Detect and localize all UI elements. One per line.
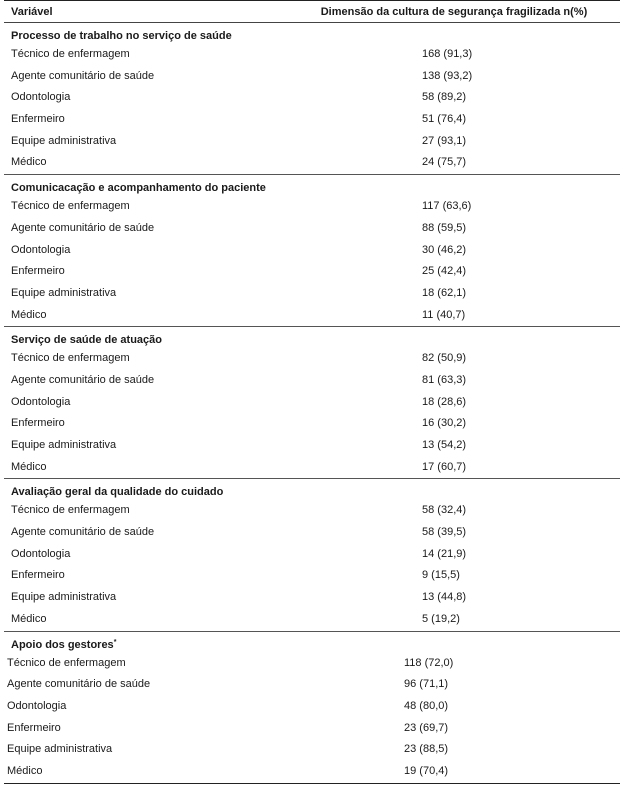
row-value: 11 (40,7) (422, 308, 466, 321)
row-value: 58 (39,5) (422, 526, 467, 539)
table-row (4, 109, 620, 131)
row-label: Médico (7, 764, 43, 777)
table-row (4, 544, 620, 566)
table-body (4, 23, 620, 784)
section-title (4, 175, 620, 196)
table-section (4, 175, 620, 327)
section-title (4, 632, 620, 653)
table-row (4, 392, 620, 414)
table-header (4, 1, 620, 23)
data-table (4, 0, 620, 784)
row-label: Equipe administrativa (11, 439, 117, 451)
row-value: 23 (88,5) (404, 743, 449, 756)
row-label: Técnico de enfermagem (11, 504, 130, 517)
row-label: Agente comunitário de saúde (11, 373, 155, 386)
row-value: 118 (72,0) (404, 656, 454, 669)
row-label: Agente comunitário de saúde (11, 69, 155, 82)
row-value: 14 (21,9) (422, 547, 467, 560)
row-value: 5 (19,2) (422, 612, 460, 625)
section-title (4, 479, 620, 500)
header-variable: Variável (11, 5, 53, 18)
row-value: 13 (44,8) (422, 591, 467, 604)
row-value: 24 (75,7) (422, 156, 467, 169)
table-row (4, 283, 620, 305)
row-label: Odontologia (11, 547, 71, 560)
table-row (4, 44, 620, 66)
row-label: Odontologia (11, 243, 71, 256)
table-row (4, 457, 620, 479)
row-label: Enfermeiro (11, 417, 65, 430)
table-row (4, 348, 620, 370)
table-row (4, 609, 620, 631)
footnote-marker: * (113, 638, 117, 646)
row-value: 25 (42,4) (422, 265, 467, 278)
table-row (4, 565, 620, 587)
section-title-text: Apoio dos gestores (11, 638, 114, 651)
section-title-text: Processo de trabalho no serviço de saúde (11, 30, 232, 42)
row-value: 30 (46,2) (422, 243, 467, 256)
table-row (4, 87, 620, 109)
row-value: 17 (60,7) (422, 460, 467, 473)
row-label: Técnico de enfermagem (11, 48, 130, 60)
row-label: Médico (11, 156, 47, 169)
row-value: 27 (93,1) (422, 134, 467, 147)
section-title-text: Comunicacação e acompanhamento do paciente (11, 182, 266, 195)
row-label: Técnico de enfermagem (11, 200, 130, 213)
row-label: Médico (11, 460, 47, 473)
table-row (4, 674, 620, 696)
row-value: 23 (69,7) (404, 721, 449, 734)
row-label: Equipe administrativa (7, 743, 113, 756)
row-value: 13 (54,2) (422, 439, 467, 451)
row-value: 88 (59,5) (422, 221, 467, 234)
row-label: Médico (11, 308, 47, 321)
row-label: Equipe administrativa (11, 134, 117, 147)
table-section (4, 479, 620, 631)
row-label: Enfermeiro (11, 113, 65, 126)
row-label: Técnico de enfermagem (11, 352, 130, 365)
row-label: Enfermeiro (11, 265, 65, 278)
table-row (4, 413, 620, 435)
row-value: 19 (70,4) (404, 764, 449, 777)
table-row (4, 718, 620, 740)
section-title (4, 327, 620, 348)
table-row (4, 66, 620, 88)
row-value: 138 (93,2) (422, 69, 473, 82)
section-title-text: Avaliação geral da qualidade do cuidado (11, 486, 224, 499)
row-value: 81 (63,3) (422, 373, 467, 386)
row-value: 168 (91,3) (422, 48, 473, 60)
row-label: Odontologia (11, 91, 71, 104)
row-label: Técnico de enfermagem (7, 656, 126, 669)
row-label: Enfermeiro (7, 721, 61, 734)
row-value: 9 (15,5) (422, 569, 460, 582)
table-row (4, 218, 620, 240)
table-section (4, 327, 620, 479)
row-label: Equipe administrativa (11, 591, 117, 604)
row-value: 117 (63,6) (422, 200, 472, 213)
row-label: Equipe administrativa (11, 286, 117, 299)
row-value: 58 (32,4) (422, 504, 467, 517)
row-value: 58 (89,2) (422, 91, 467, 104)
table-row (4, 261, 620, 283)
table-row (4, 435, 620, 457)
row-value: 18 (62,1) (422, 286, 467, 299)
row-label: Odontologia (11, 395, 71, 408)
table-row (4, 305, 620, 327)
section-title-text: Serviço de saúde de atuação (11, 334, 163, 347)
row-label: Agente comunitário de saúde (11, 526, 155, 539)
table-row (4, 739, 620, 761)
section-title (4, 23, 620, 44)
table-section (4, 23, 620, 175)
row-value: 96 (71,1) (404, 678, 449, 691)
row-label: Agente comunitário de saúde (11, 221, 155, 234)
row-value: 18 (28,6) (422, 395, 467, 408)
header-dimension: Dimensão da cultura de segurança fragilizada n(%) (320, 5, 588, 18)
row-label: Médico (11, 612, 47, 625)
table-row (4, 500, 620, 522)
table-row (4, 761, 620, 783)
row-value: 16 (30,2) (422, 417, 467, 430)
table-row (4, 196, 620, 218)
row-label: Enfermeiro (11, 569, 65, 582)
row-value: 82 (50,9) (422, 352, 467, 365)
table-row (4, 370, 620, 392)
table-row (4, 587, 620, 609)
table-row (4, 240, 620, 262)
table-row (4, 653, 620, 675)
row-value: 48 (80,0) (404, 699, 449, 712)
row-label: Odontologia (7, 699, 67, 712)
row-value: 51 (76,4) (422, 113, 467, 126)
row-label: Agente comunitário de saúde (7, 678, 151, 691)
table-row (4, 696, 620, 718)
table-row (4, 522, 620, 544)
table-row (4, 152, 620, 174)
table-row (4, 131, 620, 153)
table-section (4, 632, 620, 784)
